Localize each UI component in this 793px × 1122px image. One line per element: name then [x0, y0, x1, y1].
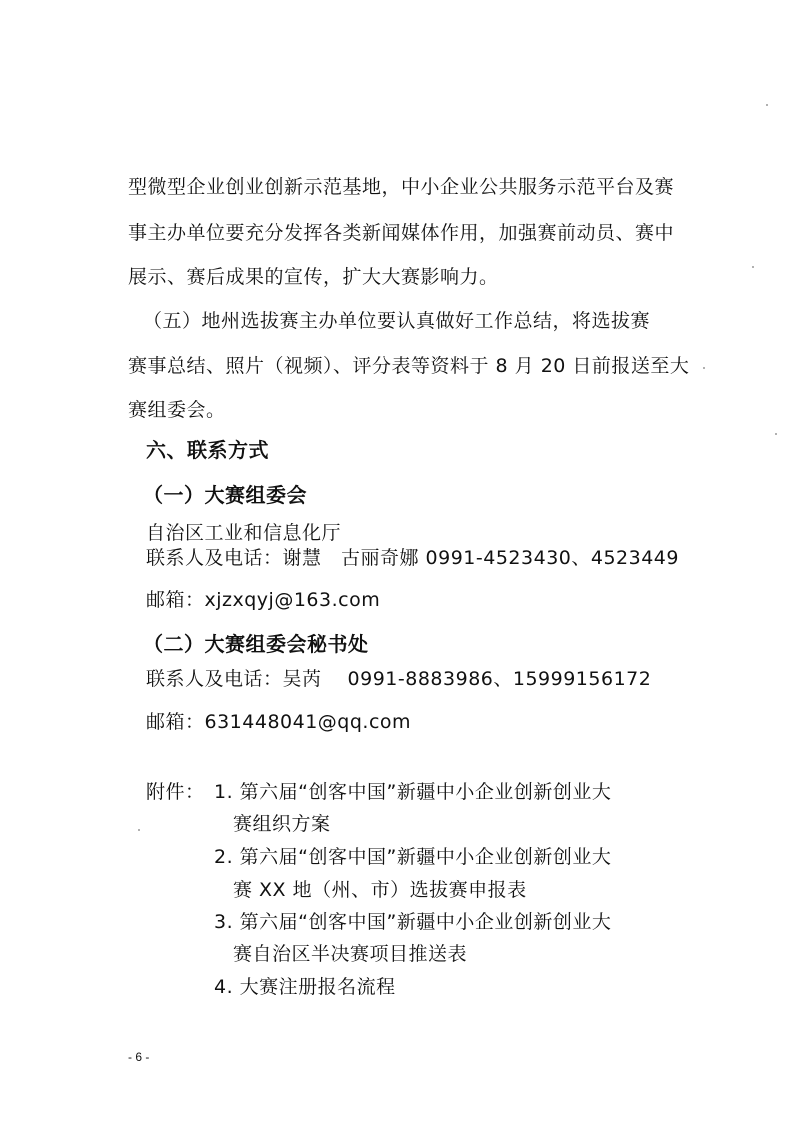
attachment-item: 3. 第六届“创客中国”新疆中小企业创新创业大 [214, 911, 612, 933]
scan-speck [138, 829, 140, 831]
attachments-label: 附件： [146, 781, 205, 803]
contact-email: 邮箱：xjzxqyj@163.com [146, 589, 381, 611]
attachment-item-continued: 赛 XX 地（州、市）选拔赛申报表 [233, 879, 527, 901]
subsection-heading: （一）大赛组委会 [143, 483, 307, 507]
scan-speck [752, 266, 754, 268]
organization-name: 自治区工业和信息化厅 [146, 522, 342, 544]
attachment-item: 4. 大赛注册报名流程 [214, 976, 396, 998]
scan-speck [766, 104, 768, 106]
paragraph-line: 赛事总结、照片（视频）、评分表等资料于 8 月 20 日前报送至大 [128, 355, 690, 377]
contact-phone: 联系人及电话：谢慧 古丽奇娜 0991-4523430、4523449 [146, 547, 679, 569]
contact-email: 邮箱：631448041@qq.com [146, 711, 412, 733]
attachment-item: 2. 第六届“创客中国”新疆中小企业创新创业大 [214, 846, 612, 868]
scan-speck [703, 367, 705, 369]
subsection-heading: （二）大赛组委会秘书处 [143, 632, 369, 656]
paragraph-line: 赛组委会。 [128, 399, 226, 421]
section-heading: 六、联系方式 [146, 438, 269, 462]
page-number: - 6 - [128, 1050, 150, 1064]
paragraph-line: 事主办单位要充分发挥各类新闻媒体作用，加强赛前动员、赛中 [128, 222, 675, 244]
contact-phone: 联系人及电话：吴芮 0991-8883986、15999156172 [146, 668, 652, 690]
scan-speck [775, 433, 777, 435]
paragraph-line: （五）地州选拔赛主办单位要认真做好工作总结，将选拔赛 [143, 310, 651, 332]
paragraph-line: 型微型企业创业创新示范基地，中小企业公共服务示范平台及赛 [128, 176, 675, 198]
attachment-item-continued: 赛组织方案 [233, 813, 331, 835]
attachment-item: 1. 第六届“创客中国”新疆中小企业创新创业大 [214, 781, 612, 803]
paragraph-line: 展示、赛后成果的宣传，扩大大赛影响力。 [128, 266, 499, 288]
attachment-item-continued: 赛自治区半决赛项目推送表 [233, 943, 468, 965]
